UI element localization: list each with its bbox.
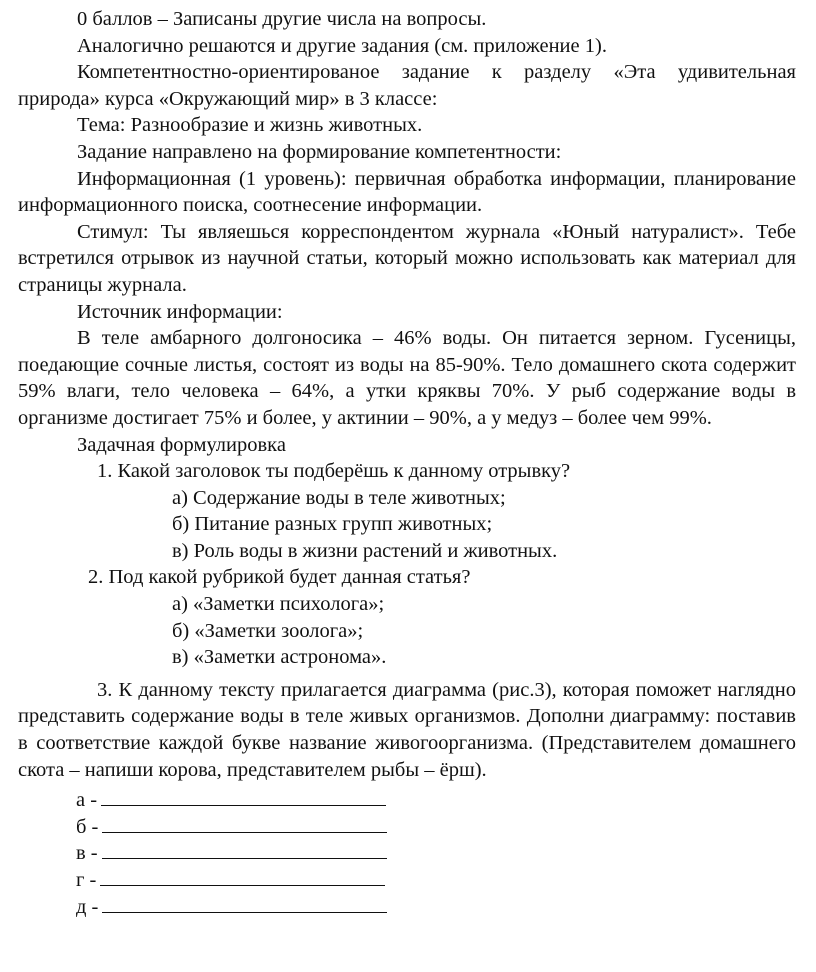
paragraph-information-level: Информационная (1 уровень): первичная обработка информации, планирование информационного поиска, соотнесение информации. [18, 167, 796, 217]
paragraph-task-wording: Задачная формулировка [77, 433, 286, 456]
paragraph-competence: Задание направлено на формирование компетентности: [77, 140, 562, 163]
answer-line-c[interactable] [18, 840, 796, 867]
question-1: 1. Какой заголовок ты подберёшь к данному отрывку? [97, 460, 571, 483]
answer-line-a[interactable] [18, 787, 796, 814]
question-2-option-b: б) «Заметки зоолога»; [172, 619, 364, 642]
answer-letter: д - [76, 895, 99, 918]
blank-line [101, 787, 386, 806]
question-2-option-a: а) «Заметки психолога»; [172, 593, 385, 616]
question-2-option-c: в) «Заметки астронома». [172, 646, 387, 669]
blank-line [102, 814, 387, 833]
answer-letter: в - [76, 842, 98, 865]
question-3: 3. К данному тексту прилагается диаграмма (рис.3), которая поможет наглядно представить содержание воды в теле живых организмов. Дополни диаграмму: поставив в соответствие каждой букве название живогоорганизма. (Представителем домашнего скота – напиши корова, представителем рыбы – ёрш). [18, 678, 796, 781]
paragraph-task-title: Компетентностно-ориентированое задание к разделу «Эта удивительная природа» курса «Окружающий мир» в 3 классе: [18, 61, 796, 110]
paragraph-appendix-note: Аналогично решаются и другие задания (см. приложение 1). [77, 34, 607, 57]
blank-line [102, 894, 387, 913]
blank-line [102, 840, 387, 859]
paragraph-source-text: В теле амбарного долгоносика – 46% воды. Он питается зерном. Гусеницы, поедающие сочные листья, состоят из воды на 85-90%. Тело домашнего скота содержит 59% влаги, тело человека – 64%, а утки кряквы 70%. У рыб содержание воды в организме достигает 75% и более, у актинии – 90%, а у медуз – более чем 99%. [18, 327, 796, 429]
question-1-option-b: б) Питание разных групп животных; [172, 513, 493, 536]
paragraph-source-heading: Источник информации: [77, 300, 283, 323]
answer-line-d[interactable] [18, 867, 796, 894]
answer-lines [18, 787, 796, 920]
answer-letter: а - [76, 789, 98, 812]
answer-line-b[interactable] [18, 814, 796, 841]
answer-letter: г - [76, 869, 97, 891]
question-1-option-a: а) Содержание воды в теле животных; [172, 486, 506, 509]
question-2: 2. Под какой рубрикой будет данная статья? [88, 566, 471, 589]
answer-letter: б - [76, 815, 99, 838]
paragraph-topic: Тема: Разнообразие и жизнь животных. [77, 114, 423, 137]
question-1-option-c: в) Роль воды в жизни растений и животных. [172, 539, 558, 562]
blank-line [100, 867, 385, 886]
answer-line-e[interactable] [18, 894, 796, 921]
paragraph-scoring: 0 баллов – Записаны другие числа на вопросы. [77, 8, 487, 30]
paragraph-stimulus: Стимул: Ты являешься корреспондентом журнала «Юный натуралист». Тебе встретился отрывок из научной статьи, который можно использовать как материал для страницы журнала. [18, 220, 796, 296]
